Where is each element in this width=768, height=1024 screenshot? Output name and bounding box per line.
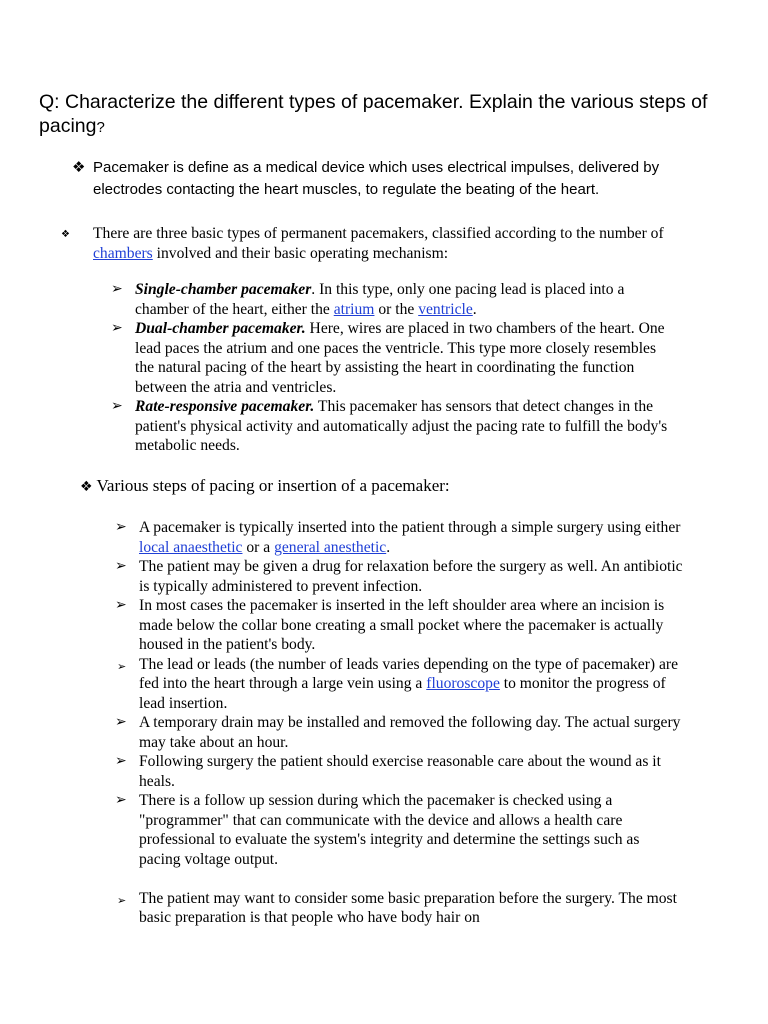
step-text: Following surgery the patient should exercise reasonable care about the wound as it heals. bbox=[139, 753, 661, 790]
question-mark: ? bbox=[96, 119, 105, 136]
chambers-link[interactable]: chambers bbox=[93, 244, 153, 262]
general-anesthetic-link[interactable]: general anesthetic bbox=[274, 538, 387, 556]
step-text-mid: or a bbox=[242, 538, 275, 556]
type-title: Dual-chamber pacemaker. bbox=[135, 320, 306, 337]
arrow-bullet-icon: ➢ bbox=[111, 320, 123, 336]
arrow-bullet-icon: ➢ bbox=[111, 398, 123, 414]
pacing-steps-list bbox=[115, 518, 684, 928]
ventricle-link[interactable]: ventricle bbox=[418, 300, 473, 318]
type-text-end: . bbox=[472, 300, 477, 318]
step-text: A pacemaker is typically inserted into the patient through a simple surgery using either bbox=[139, 519, 681, 536]
arrow-bullet-icon: ➢ bbox=[115, 714, 127, 730]
diamond-bullet-icon: ❖ bbox=[72, 158, 86, 176]
arrow-bullet-icon: ➢ bbox=[117, 659, 127, 673]
type-title: Single-chamber pacemaker bbox=[135, 281, 312, 298]
step-text: The lead or leads (the number of leads varies depending on the type of pacemaker) are fed into the heart through a large vein using a bbox=[139, 655, 679, 692]
step-text: There is a follow up session during which the pacemaker is checked using a "programmer" that can communicate with the device and allows a health care professional to evaluate the system's integrity and determine the settings such as pacing voltage output. bbox=[139, 792, 640, 868]
list-item bbox=[111, 280, 675, 319]
list-item bbox=[115, 713, 684, 752]
question-text: Q: Characterize the different types of pacemaker. Explain the various steps of pacing bbox=[39, 91, 708, 137]
diamond-bullet-icon: ❖ bbox=[80, 479, 93, 495]
step-text: In most cases the pacemaker is inserted in the left shoulder area where an incision is made below the collar bone creating a small pocket where the pacemaker is actually housed in the patient's body. bbox=[139, 597, 665, 653]
list-item bbox=[117, 655, 684, 714]
pacemaker-types-list bbox=[111, 280, 675, 456]
step-text-end: . bbox=[386, 538, 391, 556]
type-text: Here, wires are placed in two chambers of the heart. One lead paces the atrium and one paces the ventricle. This type more closely resembles the natural pacing of the heart by assisting the heart in coordinating the function between the atria and ventricles. bbox=[135, 320, 665, 396]
arrow-bullet-icon: ➢ bbox=[115, 519, 127, 535]
list-item bbox=[115, 596, 684, 655]
type-title: Rate-responsive pacemaker. bbox=[135, 398, 315, 415]
arrow-bullet-icon: ➢ bbox=[115, 753, 127, 769]
question-heading bbox=[39, 90, 739, 140]
step-text: The patient may be given a drug for relaxation before the surgery as well. An antibiotic is typically administered to prevent infection. bbox=[139, 558, 683, 595]
steps-heading-text: Various steps of pacing or insertion of a pacemaker: bbox=[96, 476, 450, 495]
atrium-link[interactable]: atrium bbox=[333, 300, 375, 318]
list-item bbox=[115, 518, 684, 557]
definition-paragraph: Pacemaker is define as a medical device which uses electrical impulses, delivered by electrodes contacting the heart muscles, to regulate the beating of the heart. bbox=[93, 159, 660, 198]
arrow-bullet-icon: ➢ bbox=[115, 792, 127, 808]
step-text-end: to monitor the progress of lead insertion. bbox=[139, 675, 666, 712]
types-intro-text-end: involved and their basic operating mechanism: bbox=[152, 244, 449, 262]
step-text: A temporary drain may be installed and removed the following day. The actual surgery may take about an hour. bbox=[139, 714, 681, 751]
fluoroscope-link[interactable]: fluoroscope bbox=[426, 675, 500, 692]
type-text-mid: or the bbox=[374, 300, 419, 318]
step-text: The patient may want to consider some basic preparation before the surgery. The most basic preparation is that people who have body hair on bbox=[139, 889, 677, 926]
list-item bbox=[111, 319, 675, 397]
type-text: . In this type, only one pacing lead is placed into a chamber of the heart, either the bbox=[135, 281, 625, 318]
paragraph-gap bbox=[139, 869, 684, 889]
list-item bbox=[111, 397, 675, 456]
types-intro-paragraph bbox=[93, 224, 693, 263]
list-item bbox=[115, 752, 684, 791]
types-intro-text: There are three basic types of permanent pacemakers, classified according to the number of bbox=[93, 225, 664, 242]
local-anaesthetic-link[interactable]: local anaesthetic bbox=[139, 538, 243, 556]
steps-heading bbox=[80, 475, 700, 498]
list-item bbox=[117, 889, 684, 928]
arrow-bullet-icon: ➢ bbox=[115, 558, 127, 574]
arrow-bullet-icon: ➢ bbox=[115, 597, 127, 613]
diamond-bullet-icon: ❖ bbox=[61, 229, 70, 240]
list-item bbox=[115, 557, 684, 596]
arrow-bullet-icon: ➢ bbox=[117, 893, 127, 907]
list-item bbox=[115, 791, 684, 869]
type-text: This pacemaker has sensors that detect changes in the patient's physical activity and automatically adjust the pacing rate to fulfill the body's metabolic needs. bbox=[135, 398, 668, 454]
arrow-bullet-icon: ➢ bbox=[111, 281, 123, 297]
